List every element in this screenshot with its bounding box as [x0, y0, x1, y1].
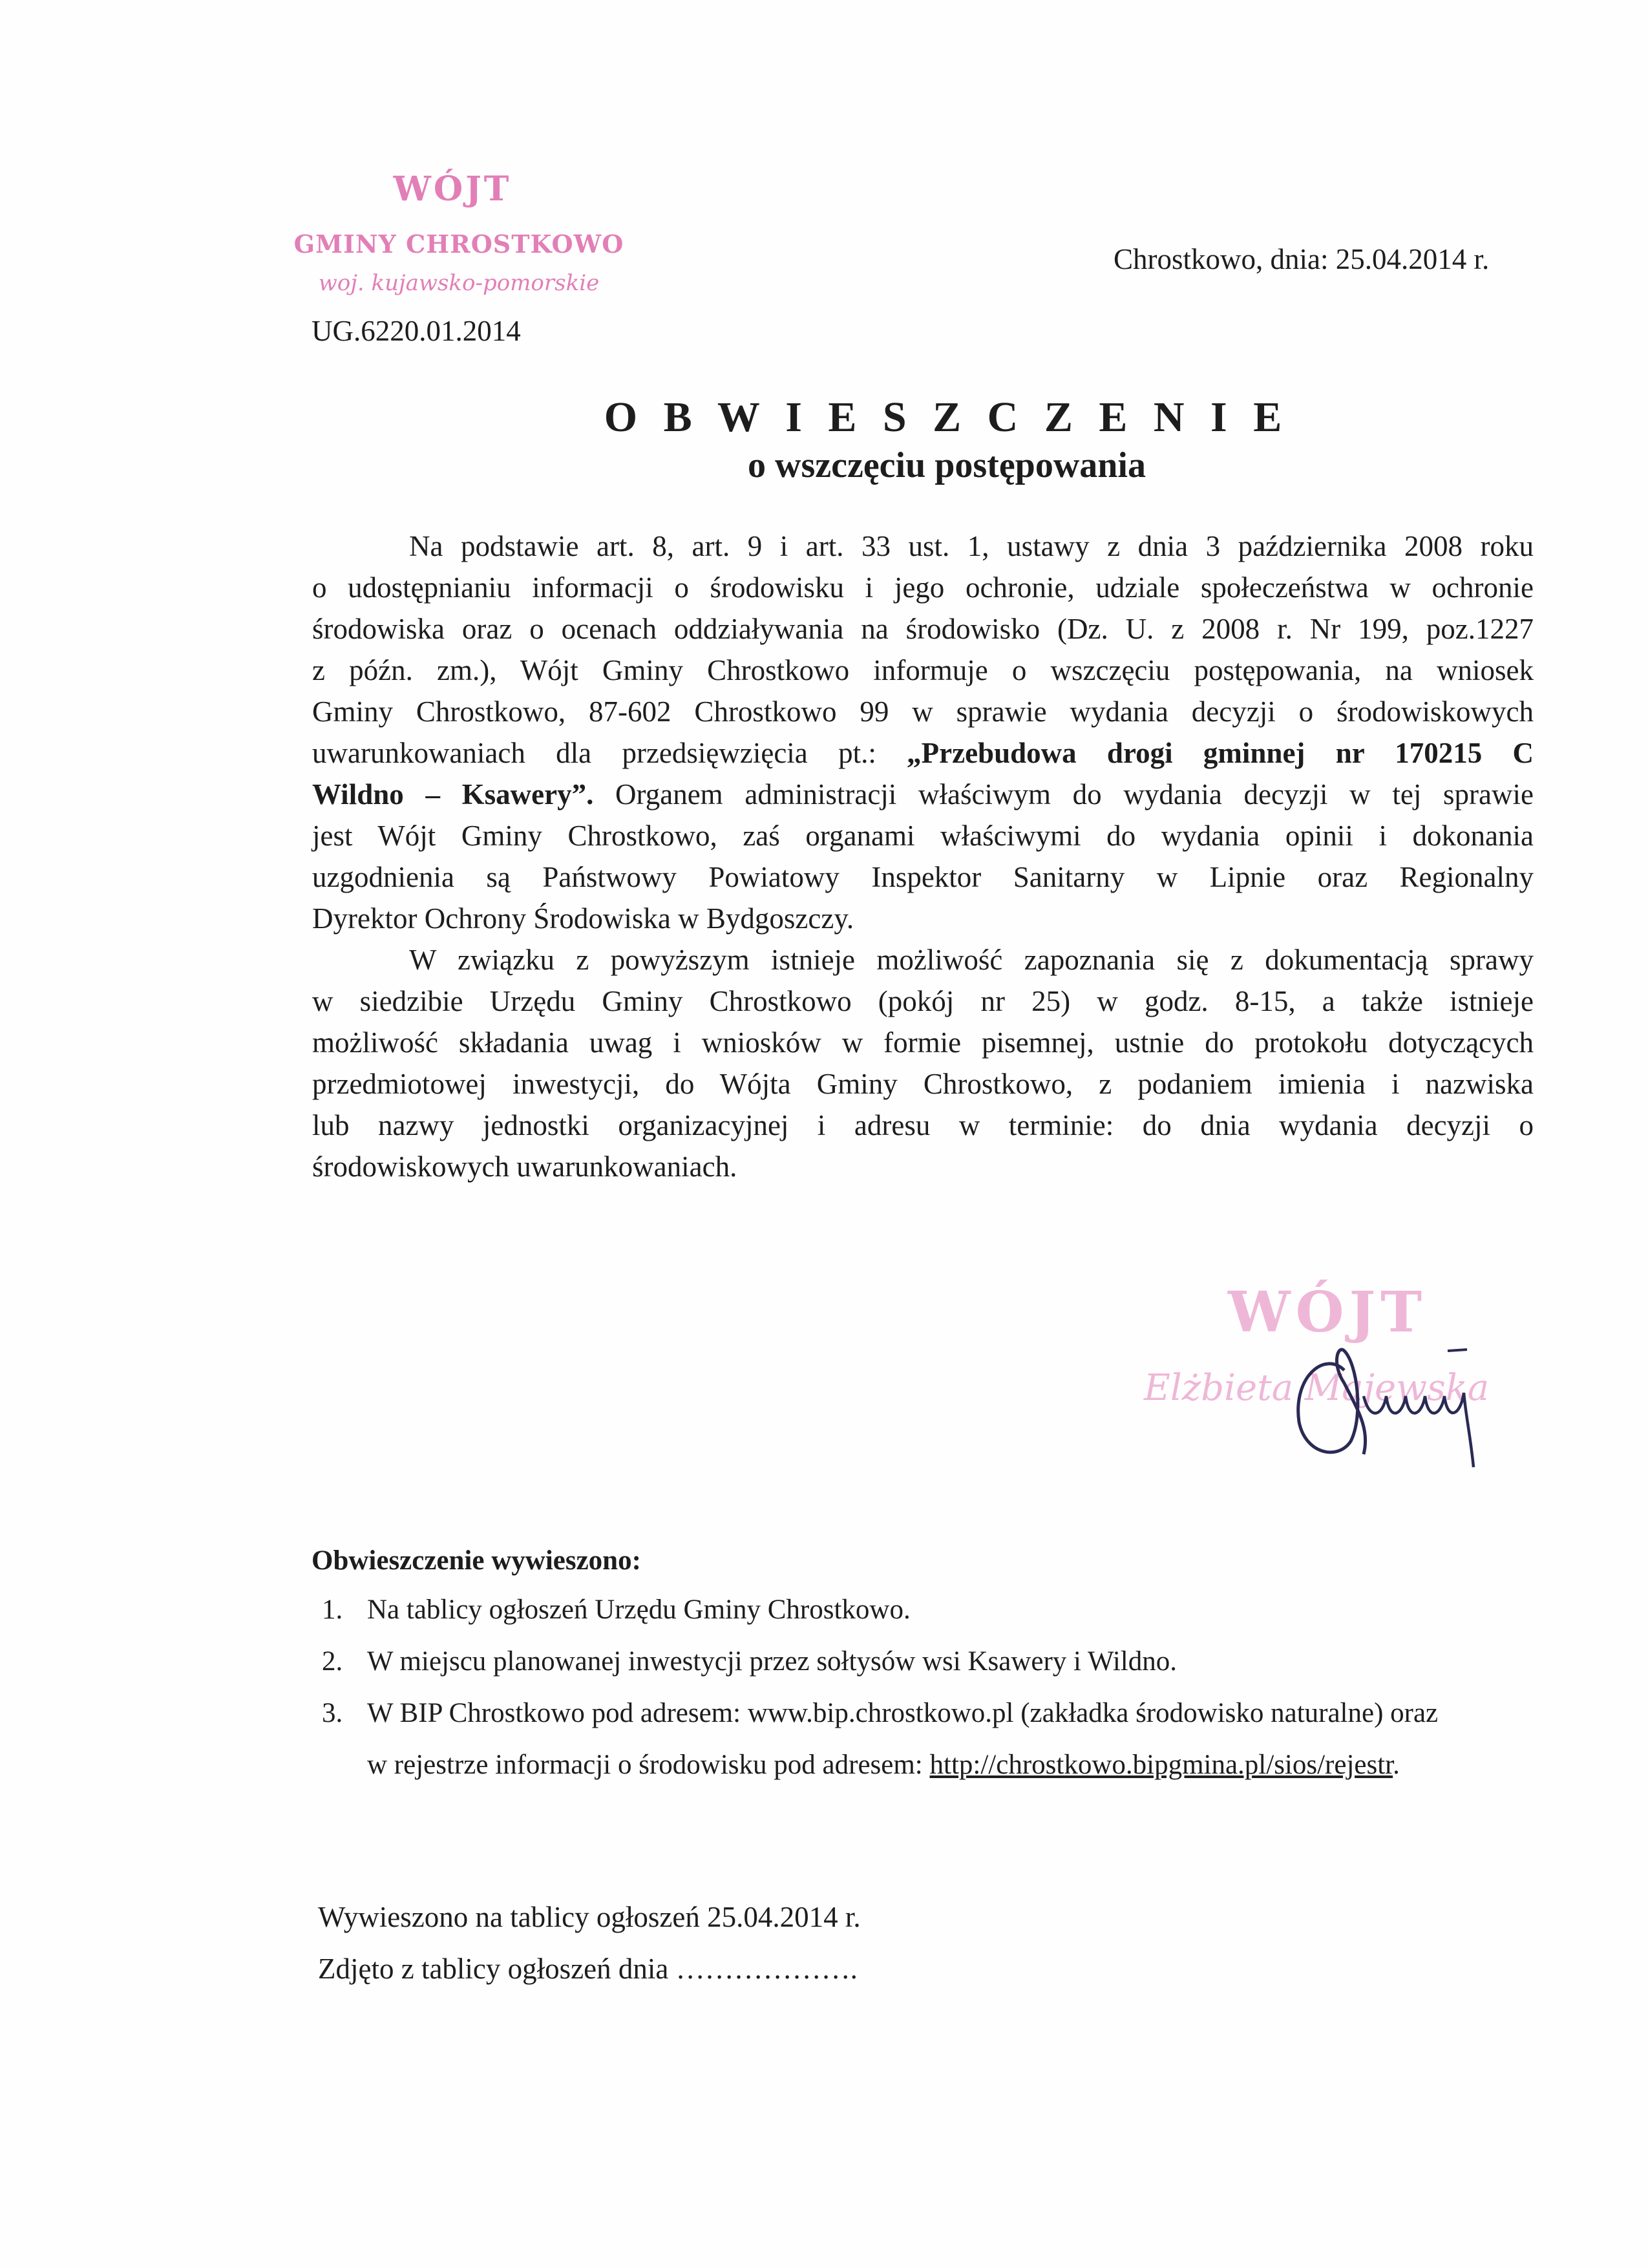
- posted-heading: Obwieszczenie wywieszono:: [312, 1545, 641, 1576]
- posted-on-date: Wywieszono na tablicy ogłoszeń 25.04.2014 r.: [318, 1901, 861, 1933]
- body-line: przedmiotowej inwestycji, do Wójta Gminy Chrostkowo, z podaniem imienia i nazwiska: [312, 1068, 1534, 1100]
- list-item-text: w rejestrze informacji o środowisku pod adresem:: [367, 1750, 930, 1780]
- body-line: uzgodnienia są Państwowy Powiatowy Inspektor Sanitarny w Lipnie oraz Regionalny: [312, 861, 1534, 893]
- body-line: [312, 777, 1534, 812]
- list-number: 2.: [322, 1646, 343, 1677]
- body-line: z późn. zm.), Wójt Gminy Chrostkowo informuje o wszczęciu postępowania, na wniosek: [312, 654, 1534, 686]
- list-number: 3.: [322, 1698, 343, 1728]
- signature-stamp-name: Elżbieta Majewska: [1144, 1367, 1490, 1409]
- removed-on-date: Zdjęto z tablicy ogłoszeń dnia ……………….: [318, 1953, 858, 1985]
- list-item: W BIP Chrostkowo pod adresem: www.bip.chrostkowo.pl (zakładka środowisko naturalne) oraz: [367, 1698, 1439, 1728]
- list-item: W miejscu planowanej inwestycji przez sołtysów wsi Ksawery i Wildno.: [367, 1646, 1177, 1677]
- reference-number: UG.6220.01.2014: [312, 315, 521, 347]
- document-title: O B W I E S Z C Z E N I E: [604, 394, 1290, 441]
- list-item-continuation: [367, 1749, 1400, 1781]
- body-line: jest Wójt Gminy Chrostkowo, zaś organami właściwymi do wydania opinii i dokonania: [312, 820, 1534, 852]
- body-line: możliwość składania uwag i wniosków w formie pisemnej, ustnie do protokołu dotyczących: [312, 1026, 1534, 1059]
- body-line: Dyrektor Ochrony Środowiska w Bydgoszczy.: [312, 902, 854, 935]
- body-text: uwarunkowaniach dla przedsięwzięcia pt.:: [312, 737, 907, 769]
- handwritten-signature: [1286, 1325, 1493, 1480]
- list-number: 1.: [322, 1595, 343, 1625]
- body-line: W związku z powyższym istnieje możliwość zapoznania się z dokumentacją sprawy: [409, 944, 1534, 976]
- list-item-text: .: [1393, 1750, 1400, 1780]
- body-line: środowiska oraz o ocenach oddziaływania na środowisko (Dz. U. z 2008 r. Nr 199, poz.1227: [312, 613, 1534, 645]
- stamp-office: GMINY CHROSTKOWO: [293, 229, 624, 259]
- body-line: środowiskowych uwarunkowaniach.: [312, 1150, 737, 1183]
- list-item: Na tablicy ogłoszeń Urzędu Gminy Chrostkowo.: [367, 1595, 911, 1625]
- body-line: [312, 736, 1534, 770]
- body-line: o udostępnianiu informacji o środowisku i jego ochronie, udziale społeczeństwa w ochronie: [312, 571, 1534, 604]
- project-name: „Przebudowa drogi gminnej nr 170215 C: [907, 737, 1534, 769]
- stamp-title: WÓJT: [393, 169, 512, 209]
- body-line: lub nazwy jednostki organizacyjnej i adresu w terminie: do dnia wydania decyzji o: [312, 1109, 1534, 1141]
- stamp-region: woj. kujawsko-pomorskie: [318, 270, 600, 296]
- document-subtitle: o wszczęciu postępowania: [748, 445, 1146, 485]
- body-line: Na podstawie art. 8, art. 9 i art. 33 ust. 1, ustawy z dnia 3 października 2008 roku: [409, 530, 1534, 562]
- body-text: Organem administracji właściwym do wydania decyzji w tej sprawie: [593, 778, 1534, 811]
- registry-link[interactable]: http://chrostkowo.bipgmina.pl/sios/rejestr: [929, 1750, 1393, 1780]
- signature-stamp-title: WÓJT: [1228, 1280, 1428, 1345]
- project-name: Wildno – Ksawery”.: [312, 778, 594, 811]
- body-line: w siedzibie Urzędu Gminy Chrostkowo (pokój nr 25) w godz. 8-15, a także istnieje: [312, 985, 1534, 1017]
- body-line: Gminy Chrostkowo, 87-602 Chrostkowo 99 w sprawie wydania decyzji o środowiskowych: [312, 695, 1534, 728]
- place-date: Chrostkowo, dnia: 25.04.2014 r.: [1114, 243, 1490, 275]
